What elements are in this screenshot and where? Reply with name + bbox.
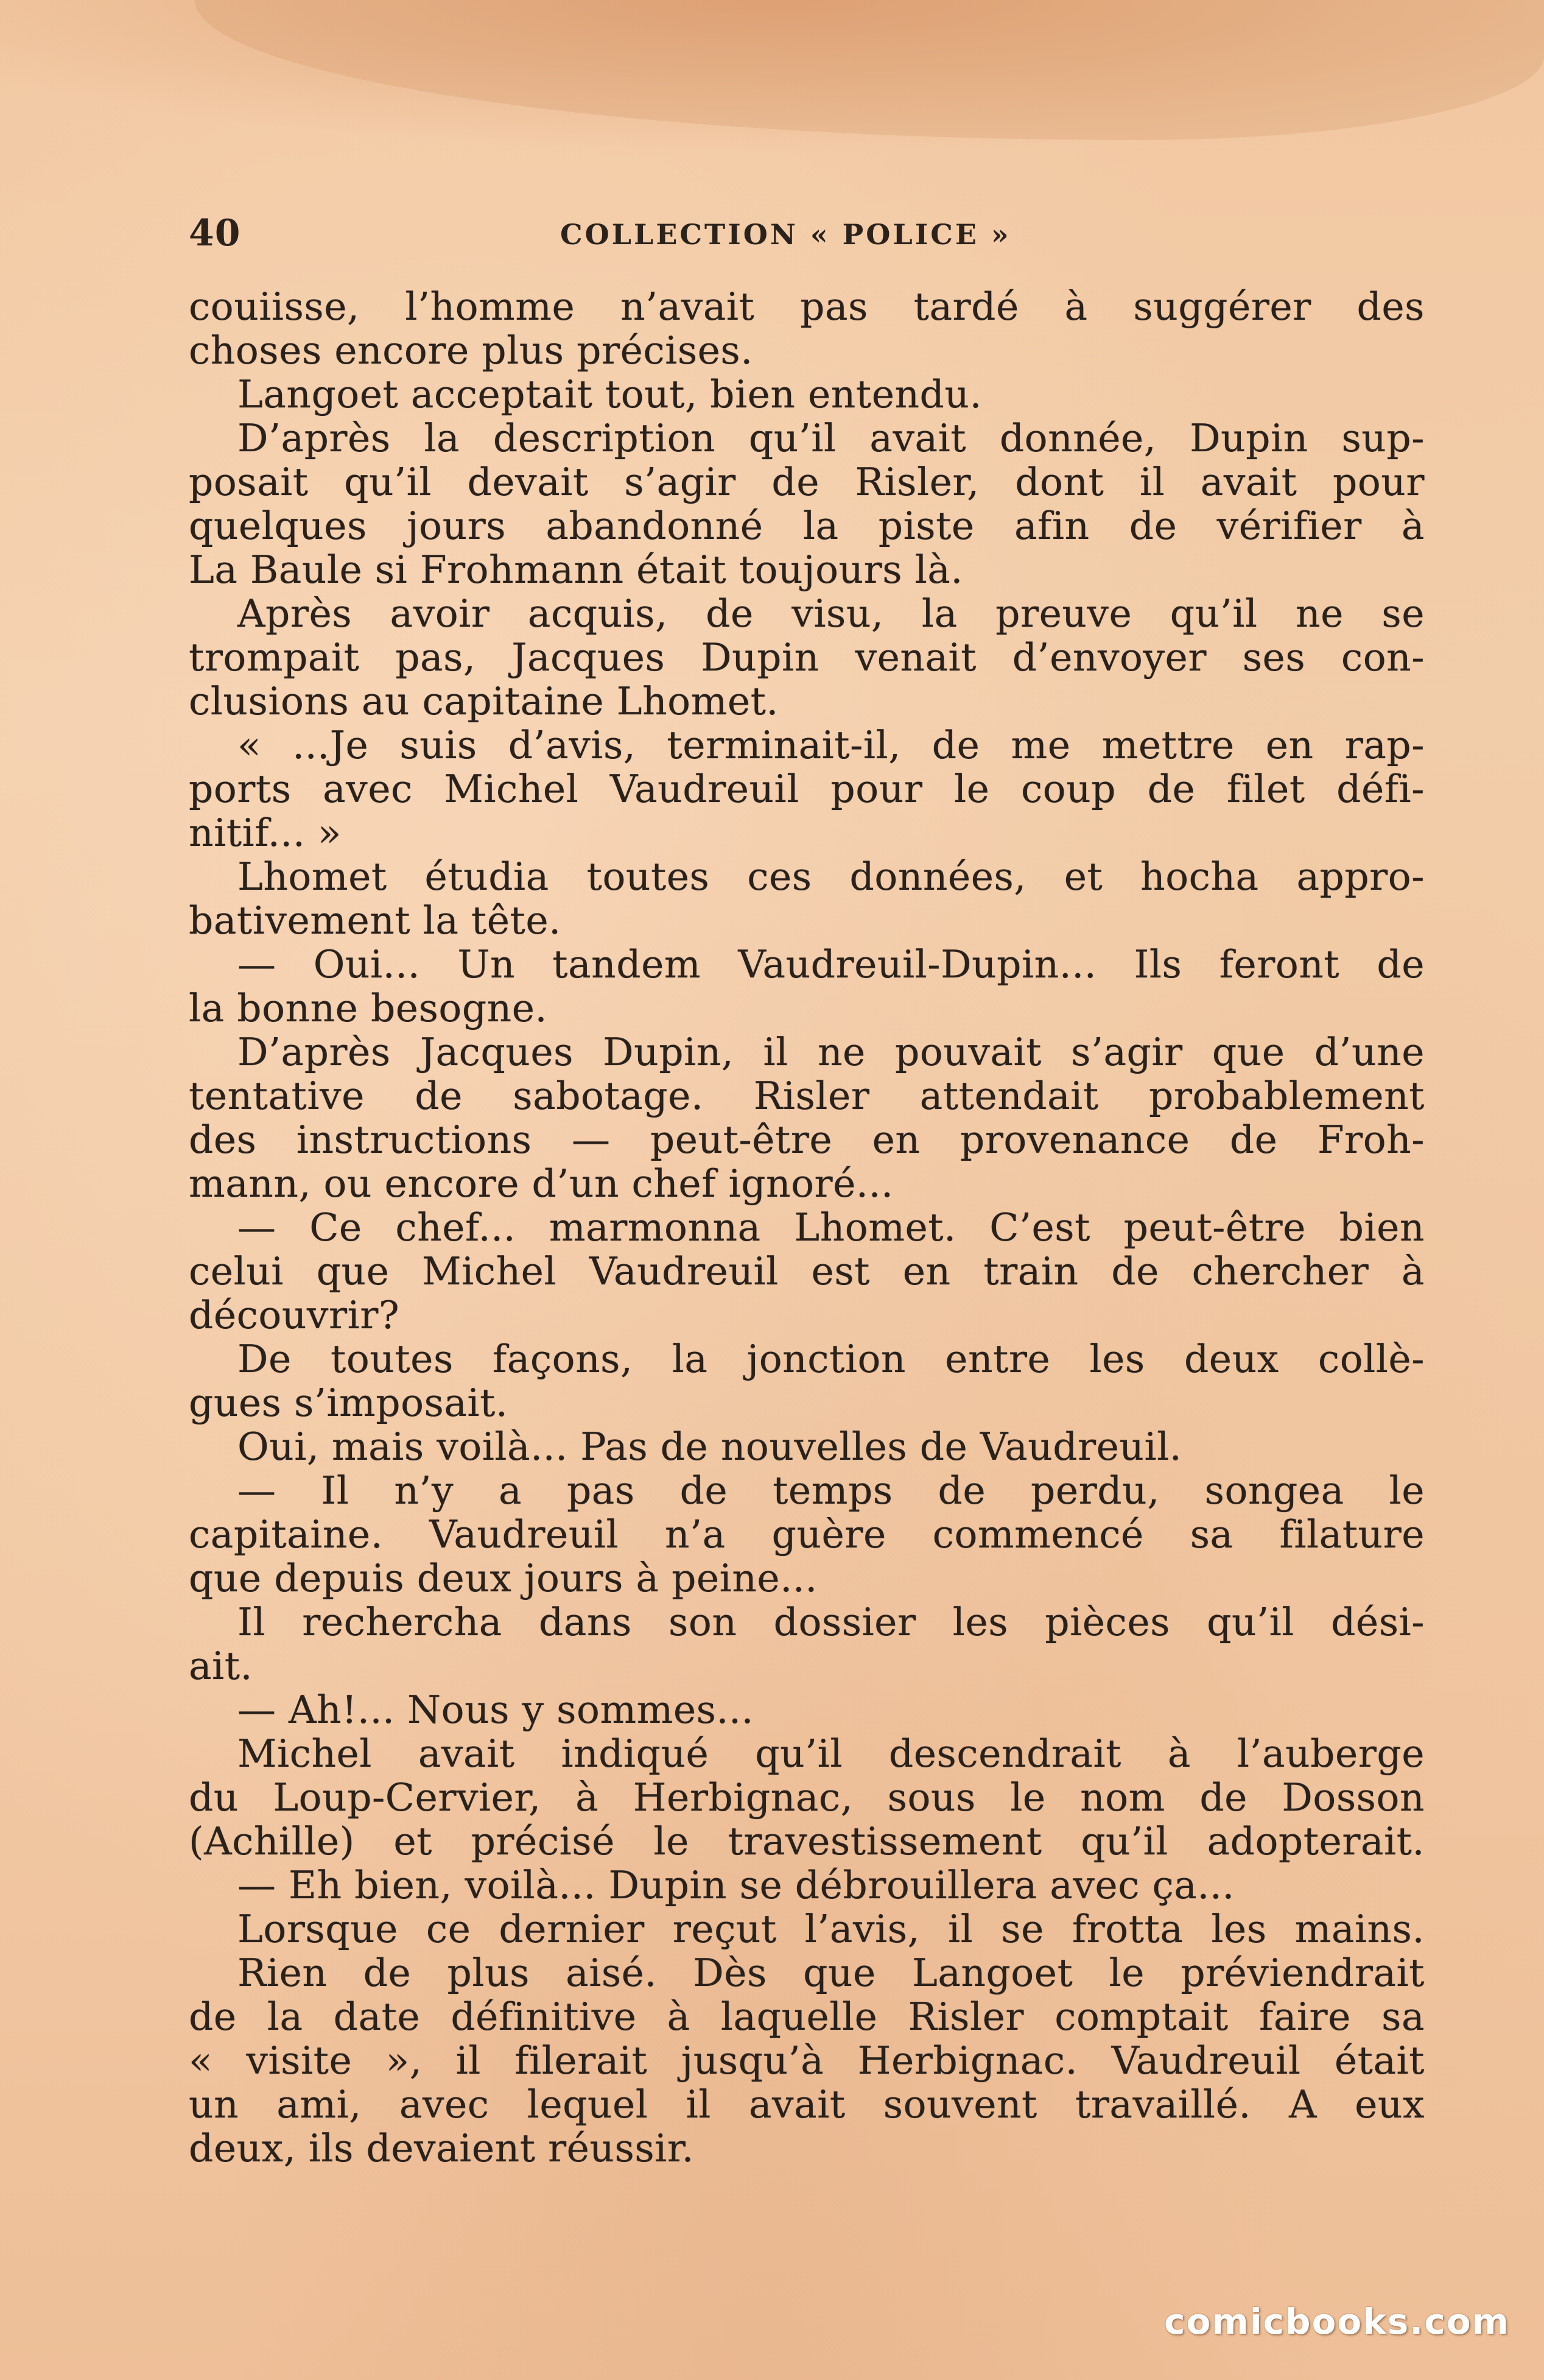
text-line: que depuis deux jours à peine... [189, 1556, 818, 1600]
text-line: la bonne besogne. [189, 986, 548, 1030]
text-line: — Oui... Un tandem Vaudreuil-Dupin... Ils feront de [237, 942, 1425, 987]
text-line: trompait pas, Jacques Dupin venait d’envoyer ses con- [189, 635, 1425, 680]
text-line: D’après la description qu’il avait donnée, Dupin sup- [237, 416, 1425, 460]
text-line: Lhomet étudia toutes ces données, et hocha appro- [237, 854, 1425, 899]
text-line: ait. [189, 1644, 253, 1688]
text-line: couiisse, l’homme n’avait pas tardé à suggérer des [189, 284, 1425, 329]
text-line: Rien de plus aisé. Dès que Langoet le préviendrait [237, 1951, 1425, 1995]
text-line: — Eh bien, voilà... Dupin se débrouillera avec ça... [237, 1863, 1235, 1907]
text-line: choses encore plus précises. [189, 328, 753, 373]
site-watermark: comicbooks.com [1164, 2301, 1510, 2342]
page-number: 40 [189, 212, 241, 255]
text-line: « ...Je suis d’avis, terminait-il, de me mettre en rap- [237, 723, 1425, 767]
text-line: quelques jours abandonné la piste afin de vérifier à [189, 504, 1425, 548]
text-line: deux, ils devaient réussir. [189, 2126, 695, 2171]
text-line: Il rechercha dans son dossier les pièces qu’il dési- [237, 1600, 1425, 1644]
text-line: De toutes façons, la jonction entre les deux collè- [237, 1337, 1425, 1381]
text-line: découvrir? [189, 1293, 400, 1337]
body-text [189, 285, 1425, 2171]
text-line: D’après Jacques Dupin, il ne pouvait s’agir que d’une [237, 1030, 1425, 1074]
text-line: des instructions — peut-être en provenance de Froh- [189, 1118, 1425, 1162]
text-line: (Achille) et précisé le travestissement qu’il adopterait. [189, 1819, 1425, 1864]
text-line: gues s’imposait. [189, 1381, 508, 1425]
text-line: — Ah!... Nous y sommes... [237, 1688, 754, 1732]
text-line: capitaine. Vaudreuil n’a guère commencé sa filature [189, 1512, 1425, 1557]
text-line: La Baule si Frohmann était toujours là. [189, 547, 963, 592]
text-line: celui que Michel Vaudreuil est en train de chercher à [189, 1249, 1425, 1294]
text-line: Langoet acceptait tout, bien entendu. [237, 372, 982, 417]
text-line: tentative de sabotage. Risler attendait probablement [189, 1074, 1425, 1118]
text-line: de la date définitive à laquelle Risler comptait faire sa [189, 1994, 1425, 2039]
text-line: ports avec Michel Vaudreuil pour le coup de filet défi- [189, 767, 1425, 811]
text-line: — Il n’y a pas de temps de perdu, songea le [237, 1468, 1425, 1513]
text-line: du Loup-Cervier, à Herbignac, sous le nom de Dosson [189, 1775, 1425, 1820]
text-line: un ami, avec lequel il avait souvent travaillé. A eux [189, 2082, 1425, 2127]
page-header [189, 212, 1419, 261]
text-line: mann, ou encore d’un chef ignoré... [189, 1161, 894, 1206]
text-line: — Ce chef... marmonna Lhomet. C’est peut-être bien [237, 1205, 1425, 1250]
text-line: Après avoir acquis, de visu, la preuve qu’il ne se [237, 591, 1425, 636]
text-line: Michel avait indiqué qu’il descendrait à l’auberge [237, 1731, 1425, 1776]
text-line: posait qu’il devait s’agir de Risler, dont il avait pour [189, 460, 1425, 504]
text-line: Oui, mais voilà... Pas de nouvelles de Vaudreuil. [237, 1424, 1182, 1469]
text-line: clusions au capitaine Lhomet. [189, 679, 779, 724]
text-line: « visite », il filerait jusqu’à Herbignac. Vaudreuil était [189, 2038, 1425, 2083]
text-line: Lorsque ce dernier reçut l’avis, il se frotta les mains. [237, 1907, 1425, 1951]
text-line: nitif... » [189, 811, 342, 855]
running-head: COLLECTION « POLICE » [560, 218, 1011, 251]
text-line: bativement la tête. [189, 898, 561, 943]
